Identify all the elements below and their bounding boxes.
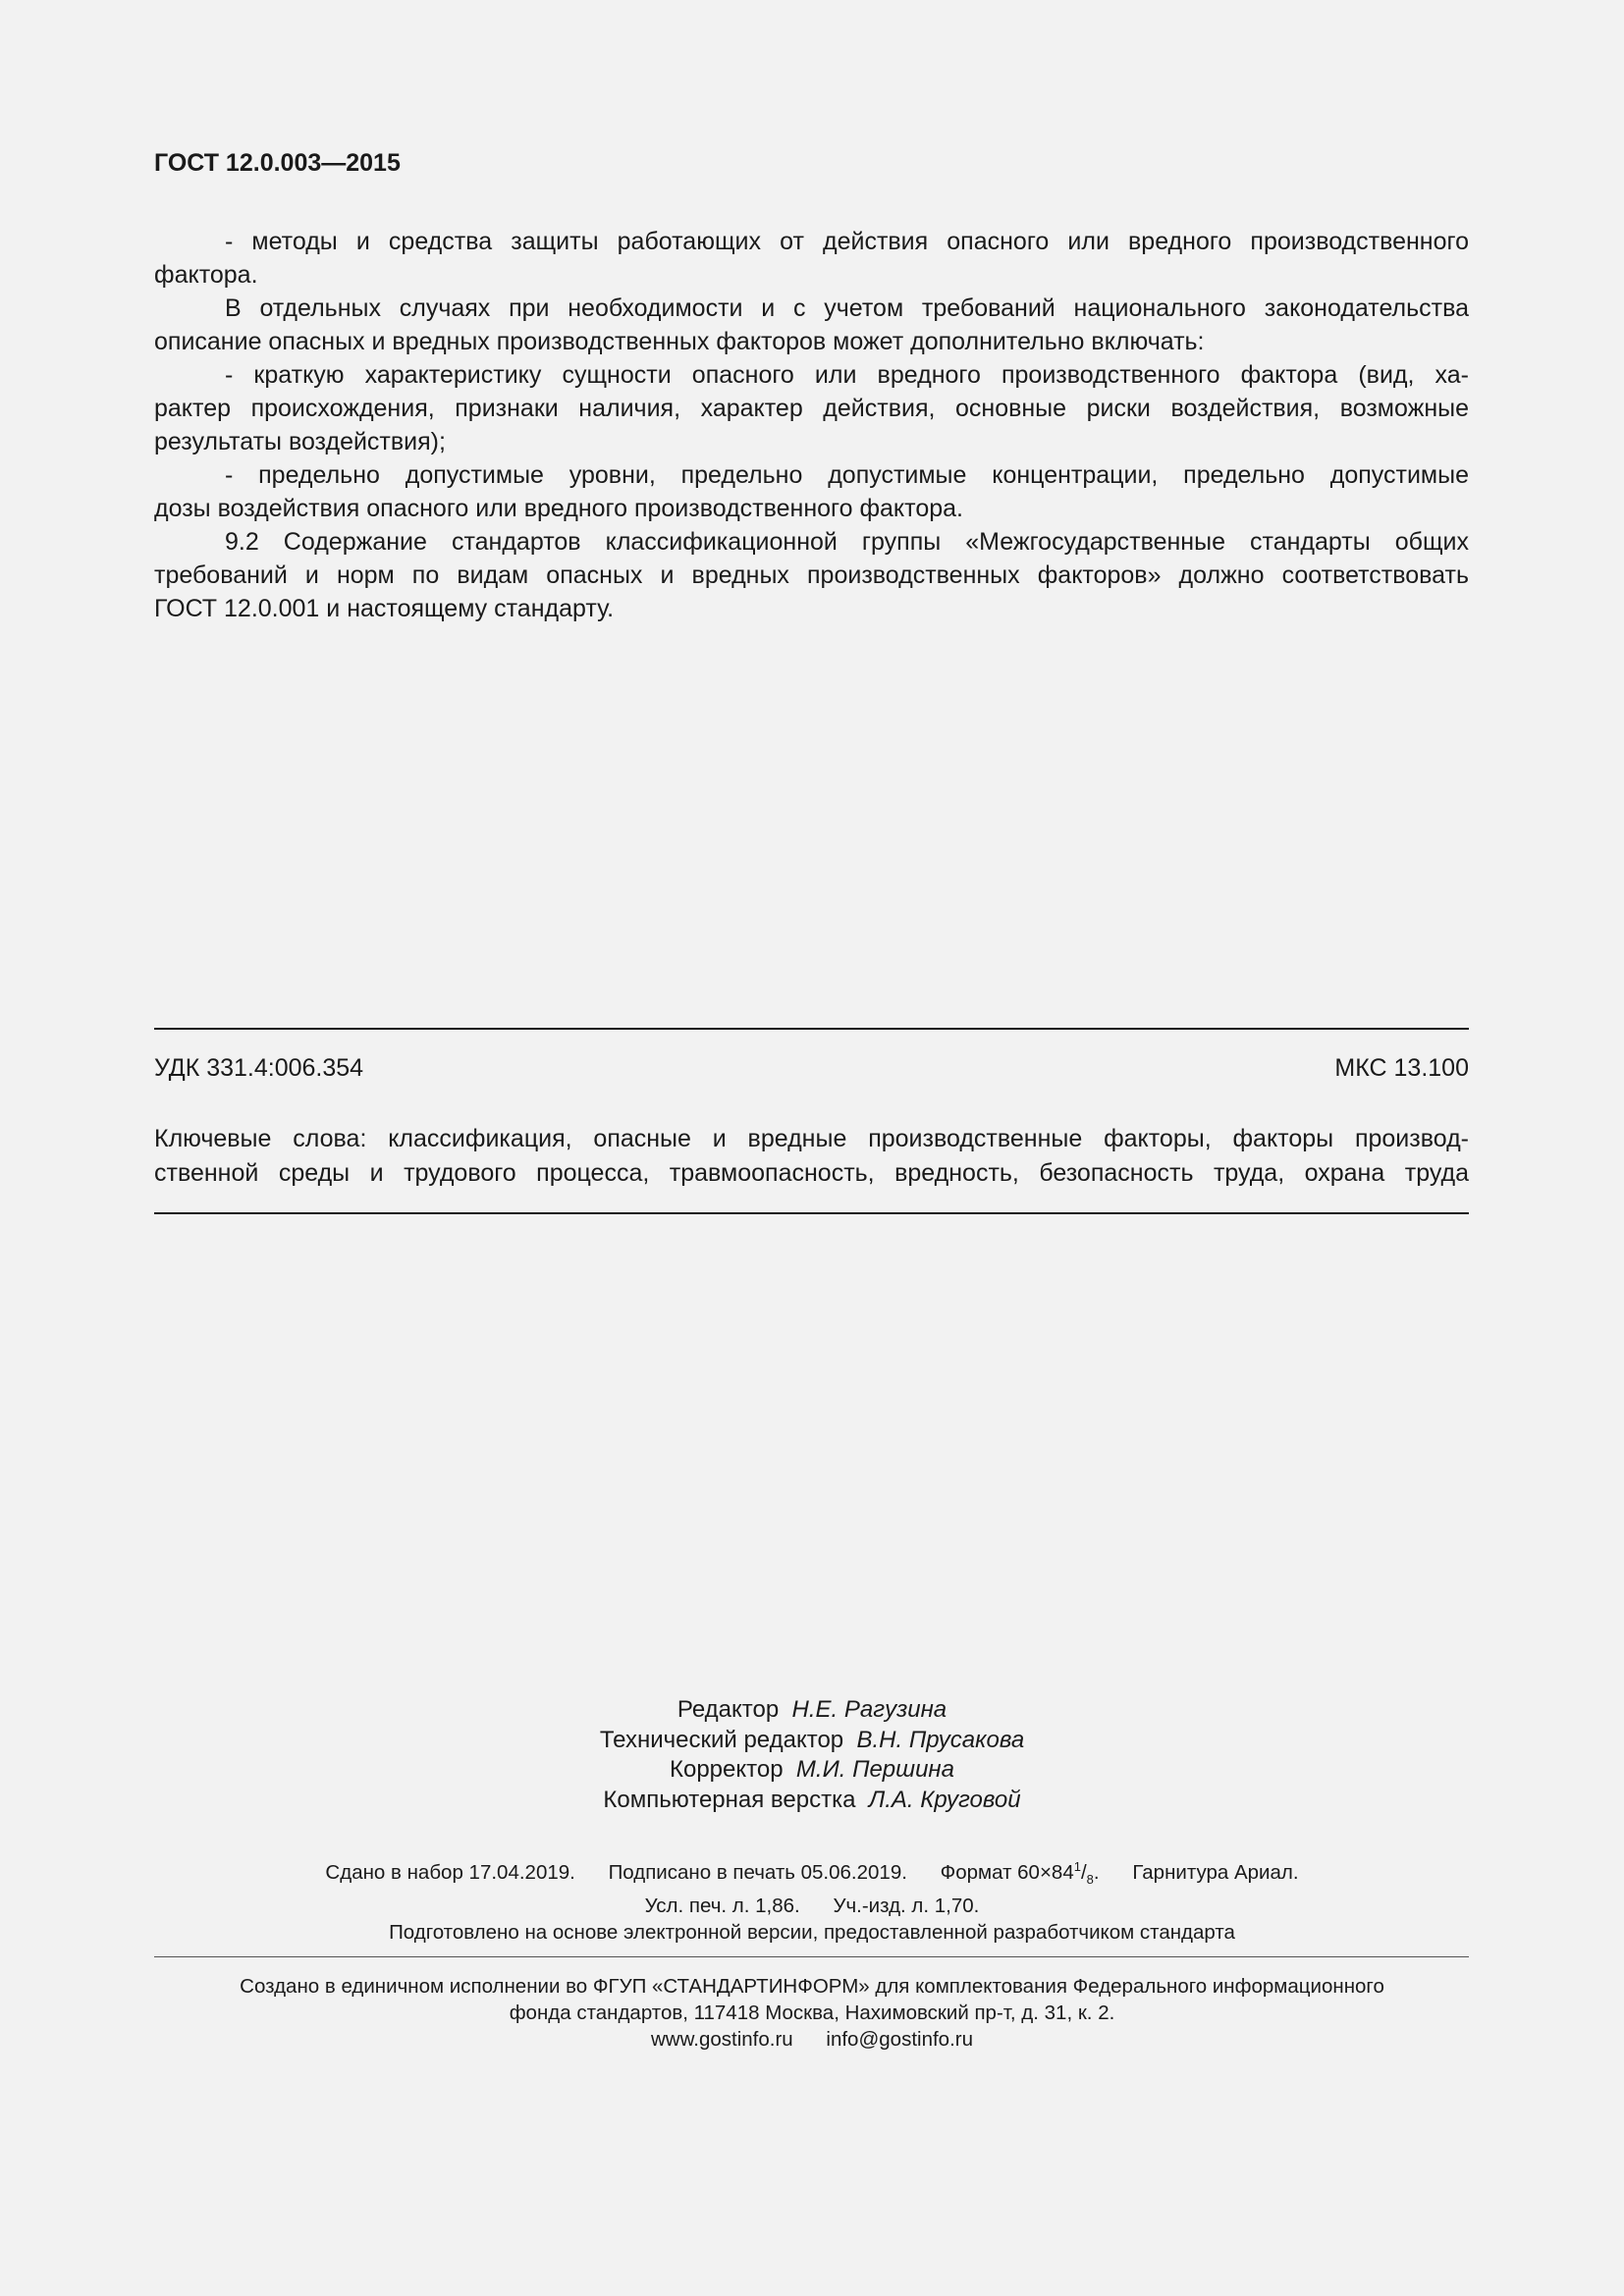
print-sheets: Усл. печ. л. 1,86. [644, 1894, 800, 1917]
format: Формат $60\times 84^1/_8$. [940, 1859, 1100, 1887]
imprint-row [0, 1893, 1624, 1919]
staff-name: Н.Е. Рагузина [791, 1696, 947, 1723]
keywords-line: ственной среды и трудового процесса, травмоопасность, вредность, безопасность труда, охрана труда [154, 1159, 1469, 1187]
website-link[interactable]: www.gostinfo.ru [651, 2028, 793, 2051]
text-line: фактора. [154, 261, 258, 289]
typeface: Гарнитура Ариал. [1132, 1860, 1299, 1884]
text-line: дозы воздействия опасного или вредного производственного фактора. [154, 495, 963, 522]
staff-row [0, 1695, 1624, 1726]
staff-name: В.Н. Прусакова [856, 1726, 1025, 1753]
prepared-note: Подготовлено на основе электронной версии, предоставленной разработчиком стандарта [389, 1920, 1235, 1944]
document-number: ГОСТ 12.0.003—2015 [154, 149, 401, 177]
signed-date: Подписано в печать 05.06.2019. [608, 1860, 907, 1884]
publisher-line: Создано в единичном исполнении во ФГУП «СТАНДАРТИНФОРМ» для комплектования Федерального информационного [240, 1975, 1384, 1998]
text-line: 9.2 Содержание стандартов классификационной группы «Межгосударственные стандарты общих [225, 528, 1469, 556]
text-line: - краткую характеристику сущности опасного или вредного производственного фактора (вид, ха- [225, 361, 1469, 389]
staff-role: Технический редактор [599, 1726, 844, 1753]
staff-credits [0, 1695, 1624, 1815]
publisher-info [0, 1973, 1624, 2053]
text-line: рактер происхождения, признаки наличия, характер действия, основные риски воздействия, возможные [154, 395, 1469, 422]
text-line: - методы и средства защиты работающих от действия опасного или вредного производственного [225, 228, 1469, 255]
divider [154, 1028, 1469, 1030]
staff-name: М.И. Першина [795, 1756, 954, 1783]
staff-row [0, 1755, 1624, 1786]
text-line: - предельно допустимые уровни, предельно допустимые концентрации, предельно допустимые [225, 461, 1469, 489]
staff-row [0, 1726, 1624, 1756]
imprint-row [0, 1853, 1624, 1893]
keywords-line: Ключевые слова: классификация, опасные и вредные производственные факторы, факторы производ- [154, 1125, 1469, 1152]
text-line: требований и норм по видам опасных и вредных производственных факторов» должно соответствовать [154, 561, 1469, 589]
udk-code: УДК 331.4:006.354 [154, 1054, 364, 1082]
publisher-contacts [0, 2026, 1624, 2053]
keywords [154, 1122, 1469, 1191]
submitted-date: Сдано в набор 17.04.2019. [325, 1860, 575, 1884]
text-line: результаты воздействия); [154, 428, 446, 455]
staff-role: Редактор [677, 1696, 780, 1723]
imprint [0, 1853, 1624, 1946]
staff-name: Л.А. Круговой [868, 1786, 1021, 1813]
text-line: описание опасных и вредных производственных факторов может дополнительно включать: [154, 328, 1205, 355]
text-line: ГОСТ 12.0.001 и настоящему стандарту. [154, 595, 615, 622]
staff-role: Корректор [670, 1756, 784, 1783]
publication-sheets: Уч.-изд. л. 1,70. [833, 1894, 980, 1917]
publisher-address: фонда стандартов, 117418 Москва, Нахимовский пр-т, д. 31, к. 2. [509, 2002, 1115, 2024]
email-link[interactable]: info@gostinfo.ru [826, 2028, 973, 2051]
mks-code: МКС 13.100 [1334, 1054, 1469, 1082]
divider [154, 1956, 1469, 1957]
divider [154, 1212, 1469, 1214]
staff-row [0, 1786, 1624, 1816]
text-line: В отдельных случаях при необходимости и с учетом требований национального законодательства [225, 294, 1469, 322]
staff-role: Компьютерная верстка [603, 1786, 856, 1813]
body-text [154, 225, 1469, 625]
